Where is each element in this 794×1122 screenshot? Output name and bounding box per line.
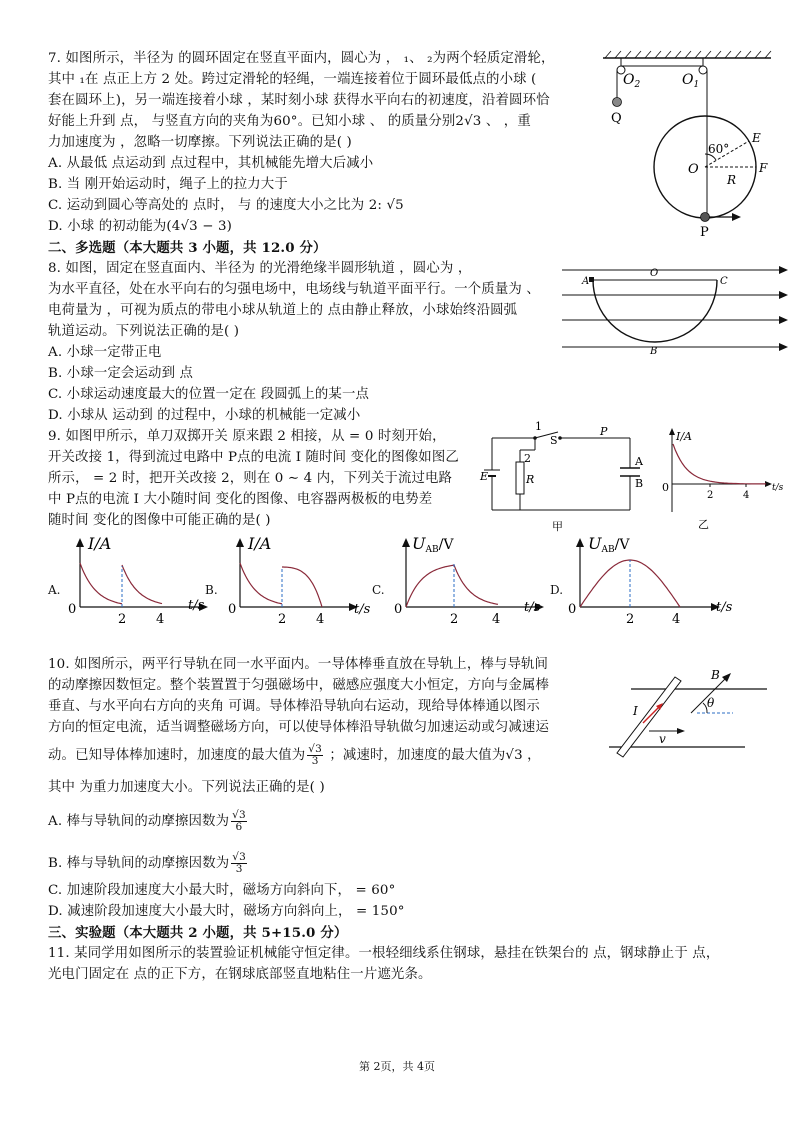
q8-option-c: C. 小球运动速度最大的位置一定在 段圆弧上的某一点 (48, 387, 370, 402)
svg-text:0: 0 (394, 602, 403, 617)
svg-text:v: v (659, 732, 666, 746)
svg-text:O1: $O_1$ (682, 72, 700, 90)
svg-text:I/A: I/A (676, 430, 692, 443)
svg-text:E: E (480, 470, 489, 483)
svg-text:E: E (752, 131, 761, 145)
q8-option-a: A. 小球一定带正电 (48, 345, 162, 360)
q10-line-3: 垂直、与水平向右方向的夹角 可调。导体棒沿导轨向右运动，现给导体棒通以图示 (48, 699, 540, 714)
q9-line-2: 开关改接 1，得到流过电路中 P点的电流 I 随时间 变化的图像如图乙 (48, 450, 459, 465)
svg-text:R: R (526, 473, 535, 486)
q9-choice-a-label: A. (48, 583, 61, 597)
svg-text:UAB/V: UAB/V (588, 534, 630, 555)
q9-graph-yi (662, 428, 792, 533)
svg-text:O: O (688, 162, 699, 177)
q10-line-6: 其中 为重力加速度大小。下列说法正确的是( ) (48, 780, 325, 795)
ball-q-icon (613, 98, 622, 107)
q9-choice-c-label: C. (372, 583, 385, 597)
q7-line-2: 其中 ₁在 点正上方 2 处。跨过定滑轮的轻绳，一端连接着位于圆环最低点的小球 ( (48, 72, 537, 87)
svg-text:1: 1 (535, 420, 542, 433)
svg-text:O2: $O_2$ (623, 72, 641, 90)
q9-choice-a-graph (62, 534, 212, 627)
q8-line-1: 8. 如图，固定在竖直面内、半径为 的光滑绝缘半圆形轨道 ，圆心为 ， (48, 261, 472, 276)
q10-option-d: D. 减速阶段加速度大小最大时，磁场方向斜向上， = 150° (48, 904, 405, 919)
svg-text:A: A (582, 276, 590, 287)
svg-text:4: 4 (316, 612, 325, 627)
svg-text:UAB/V: UAB/V (412, 534, 454, 555)
svg-text:R: R (727, 173, 737, 187)
q7-line-4: 好能上升到 点， 与竖直方向的夹角为60°。已知小球 、 的质量分别2√3 、 ，重 (48, 114, 531, 129)
q7-line-5: 力加速度为 ，忽略一切摩擦。下列说法正确的是( ) (48, 135, 352, 150)
resistor-r-icon (516, 462, 524, 494)
section-3-heading: 三、实验题（本大题共 2 小题，共 5+15.0 分） (48, 925, 348, 941)
q9-choice-d-graph (566, 534, 756, 627)
svg-text:Q: Q (611, 111, 622, 126)
q8-option-d: D. 小球从 运动到 的过程中，小球的机械能一定减小 (48, 408, 361, 423)
page-footer: 第 2页，共 4页 (359, 1060, 435, 1073)
q10-option-a: A. 棒与导轨间的动摩擦因数为 $\frac{√3}{6}$ (48, 809, 246, 833)
pulley-o1-icon (699, 66, 707, 74)
svg-text:I/A: I/A (248, 534, 272, 553)
svg-text:O: O (650, 268, 659, 279)
q10-line-4: 方向的恒定电流，适当调整磁场方向，可以使导体棒沿导轨做匀加速运动或匀减速运 (48, 720, 550, 735)
svg-text:I: I (633, 704, 638, 718)
svg-text:t/s: t/s (524, 600, 541, 615)
q9-line-4: 中 P点的电流 I 大小随时间 变化的图像、电容器两极板的电势差 (48, 492, 433, 507)
q11-line-2: 光电门固定在 点的正下方，在钢球底部竖直地粘住一片遮光条。 (48, 967, 432, 982)
q8-line-4: 轨道运动。下列说法正确的是( ) (48, 324, 240, 339)
svg-text:t/s: t/s (772, 483, 784, 493)
q9-circuit-figure (480, 420, 650, 540)
svg-text:乙: 乙 (698, 518, 709, 531)
svg-text:t/s: t/s (188, 598, 205, 613)
q7-option-a: A. 从最低 点运动到 点过程中，其机械能先增大后减小 (48, 156, 374, 171)
svg-text:4: 4 (743, 490, 750, 501)
q9-line-3: 所示， = 2 时，把开关改接 2，则在 0 ∼ 4 内，下列关于流过电路 (48, 471, 453, 486)
ball-p-icon (701, 213, 710, 222)
svg-text:2: 2 (118, 612, 127, 627)
svg-text:0: 0 (662, 481, 669, 494)
q8-line-3: 电荷量为 ，可视为质点的带电小球从轨道上的 点由静止释放，小球始终沿圆弧 (48, 303, 518, 318)
svg-text:C: C (720, 276, 728, 287)
svg-text:0: 0 (568, 602, 577, 617)
svg-text:甲: 甲 (552, 520, 563, 533)
svg-text:2: 2 (278, 612, 287, 627)
q10-option-b: B. 棒与导轨间的动摩擦因数为 $\frac{√3}{3}$ (48, 851, 246, 875)
q10-option-c: C. 加速阶段加速度大小最大时，磁场方向斜向下， = 60° (48, 883, 396, 898)
svg-text:F: F (759, 161, 768, 175)
q9-line-1: 9. 如图甲所示，单刀双掷开关 原来跟 2 相接，从 = 0 时刻开始， (48, 429, 446, 444)
q7-figure (595, 50, 785, 240)
q7-line-1: 7. 如图所示，半径为 的圆环固定在竖直平面内，圆心为 ， ₁、 ₂为两个轻质定滑轮， (48, 51, 555, 66)
semicircle-track (593, 280, 717, 342)
q8-line-2: 为水平直径，处在水平向右的匀强电场中，电场线与轨道平面平行。一个质量为 、 (48, 282, 540, 297)
q9-choice-d-label: D. (550, 583, 564, 597)
q10-rail-figure (605, 665, 775, 760)
svg-text:4: 4 (672, 612, 681, 627)
svg-text:A: A (635, 455, 643, 468)
svg-text:4: 4 (492, 612, 501, 627)
svg-text:t/s: t/s (716, 600, 733, 615)
q8-figure (560, 262, 790, 362)
q10-line-5: 动。已知导体棒加速时，加速度的最大值为 $\frac{√3}{3}$ ；减速时，加速度的最大值为√3 ， (48, 743, 541, 767)
svg-text:2: 2 (450, 612, 459, 627)
section-2-heading: 二、多选题（本大题共 3 小题，共 12.0 分） (48, 240, 327, 256)
q9-choice-c-graph (392, 534, 552, 627)
svg-text:t/s: t/s (354, 602, 371, 617)
svg-text:B: B (635, 477, 644, 490)
q9-choice-b-label: B. (205, 583, 218, 597)
svg-text:B: B (650, 346, 658, 357)
q9-choice-b-graph (222, 534, 372, 627)
q7-option-d: D. 小球 的初动能为(4√3 − 3) (48, 219, 233, 234)
q10-line-1: 10. 如图所示，两平行导轨在同一水平面内。一导体棒垂直放在导轨上，棒与导轨间 (48, 657, 549, 672)
svg-text:0: 0 (228, 602, 237, 617)
q7-line-3: 套在圆环上)，另一端连接着小球 ，某时刻小球 获得水平向右的初速度，沿着圆环恰 (48, 93, 550, 108)
q9-line-5: 随时间 变化的图像中可能正确的是( ) (48, 513, 271, 528)
svg-text:2: 2 (626, 612, 635, 627)
svg-text:S: S (550, 434, 558, 447)
svg-text:I/A: I/A (88, 534, 112, 553)
svg-text:2: 2 (707, 490, 714, 501)
svg-text:4: 4 (156, 612, 165, 627)
q11-line-1: 11. 某同学用如图所示的装置验证机械能守恒定律。一根轻细线系住钢球，悬挂在铁架台的 点，钢球静止于 点， (48, 946, 720, 961)
svg-text:2: 2 (524, 452, 531, 465)
q7-option-c: C. 运动到圆心等高处的 点时， 与 的速度大小之比为 2: √5 (48, 198, 404, 213)
q10-line-2: 的动摩擦因数恒定。整个装置置于匀强磁场中，磁感应强度大小恒定，方向与金属棒 (48, 678, 550, 693)
q7-option-b: B. 当 刚开始运动时，绳子上的拉力大于 (48, 177, 288, 192)
ball-a-icon (589, 277, 594, 282)
svg-text:P: P (700, 225, 709, 240)
q8-option-b: B. 小球一定会运动到 点 (48, 366, 194, 381)
svg-text:θ: θ (707, 696, 715, 710)
svg-text:P: P (600, 425, 608, 438)
svg-text:0: 0 (68, 602, 77, 617)
current-decay-curve (673, 444, 766, 484)
svg-text:B: B (711, 668, 720, 682)
svg-text:60°: 60° (708, 142, 730, 156)
